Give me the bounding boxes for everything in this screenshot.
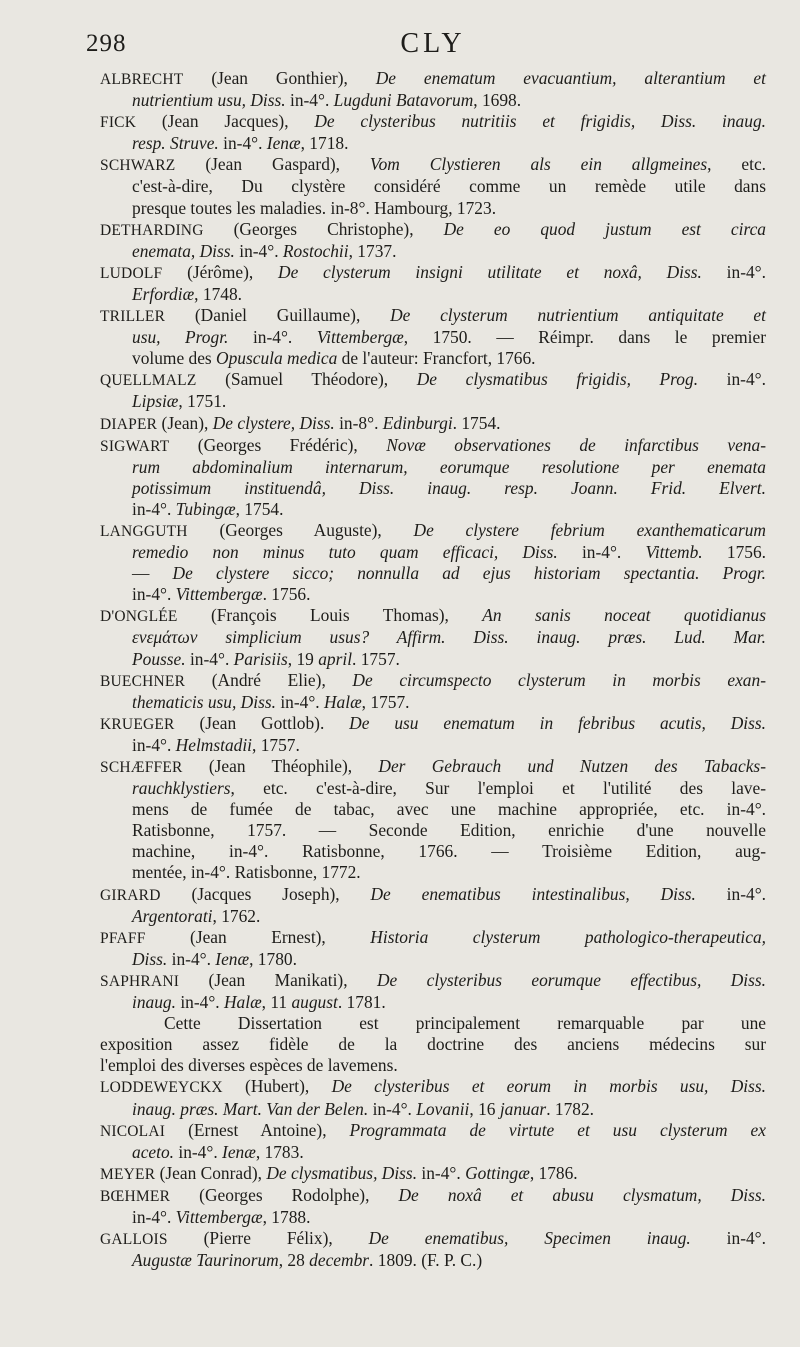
running-head: CLY — [400, 28, 466, 59]
title-italic: aceto. — [132, 1141, 175, 1162]
title-italic: remedio non minus tuto quam efficaci, Diss. — [132, 542, 558, 563]
author-name: LODDEWEYCKX — [100, 1079, 223, 1097]
entry-text: mens de fumée de tabac, avec une machine appropriée, etc. in-4°. — [132, 799, 766, 820]
entry-text: . 1754. — [452, 412, 501, 433]
entry-first-line — [100, 305, 766, 327]
title-italic: De enematum evacuantium, alterantium et — [375, 68, 766, 88]
bibliography-list — [100, 68, 766, 1271]
bibliography-entry — [100, 111, 766, 154]
entry-continuation-line — [100, 735, 766, 756]
author-name: ALBRECHT — [100, 71, 184, 88]
entry-first-line — [100, 369, 766, 391]
entry-text: in-4°. — [557, 542, 646, 563]
title-italic: Vittembergæ — [316, 327, 404, 348]
entry-text: (François Louis Thomas), — [177, 605, 483, 626]
title-italic: De clysteribus et eorum in morbis usu, Diss. — [331, 1076, 766, 1097]
entry-text: (Jacques Joseph), — [160, 883, 371, 904]
entry-text: de l'auteur: Francfort, 1766. — [337, 348, 536, 369]
entry-text: (Samuel Théodore), — [196, 369, 417, 390]
author-name: LANGGUTH — [100, 522, 188, 540]
entry-text: in-4°. — [132, 498, 176, 519]
entry-continuation-line — [100, 1207, 766, 1228]
entry-continuation-line — [100, 457, 766, 478]
title-italic: Pousse. — [132, 648, 186, 669]
entry-continuation-line — [100, 820, 766, 841]
entry-continuation-line — [100, 348, 766, 369]
entry-text: , etc. — [707, 154, 767, 175]
title-italic: usu, Progr. — [132, 327, 229, 348]
entry-text: , 11 — [261, 992, 292, 1013]
entry-continuation-line — [100, 563, 766, 584]
entry-text: . 1756. — [262, 584, 311, 605]
bibliography-entry — [100, 1163, 766, 1185]
title-italic: Lugduni Batavorum — [333, 90, 474, 111]
entry-text: , 1751. — [178, 391, 227, 412]
title-italic: Diss. — [132, 948, 168, 969]
entry-text: in-4°. — [275, 691, 324, 712]
title-italic: De circumspecto clysterum in morbis exan- — [352, 669, 766, 690]
entry-text: (Hubert), — [222, 1076, 332, 1097]
entry-continuation-line — [100, 1142, 766, 1163]
entry-text: (Jean Théophile), — [182, 756, 379, 776]
entry-text: c'est-à-dire, Du clystère considéré comme un remède utile dans — [132, 176, 766, 197]
entry-first-line — [100, 1185, 766, 1207]
author-name: KRUEGER — [100, 715, 175, 733]
entry-first-line — [100, 884, 766, 906]
entry-text: (Georges Rodolphe), — [170, 1184, 399, 1205]
entry-continuation-line — [100, 90, 766, 111]
title-italic: inaug. præs. Mart. Van der Belen. — [132, 1098, 369, 1119]
entry-first-line — [100, 111, 766, 133]
title-italic: Lipsiæ — [132, 391, 179, 412]
title-italic: Ienæ — [215, 948, 250, 969]
title-italic: De clysterum nutrientium antiquitate et — [390, 305, 766, 326]
bibliography-entry — [100, 1228, 766, 1271]
entry-first-line — [100, 713, 766, 735]
bibliography-entry — [100, 413, 766, 435]
page-header — [86, 28, 766, 68]
entry-first-line — [100, 670, 766, 692]
entry-text: , 1757. — [361, 691, 410, 712]
entry-text: (Jean Manikati), — [179, 969, 377, 990]
title-italic: Augustæ Taurinorum — [132, 1250, 279, 1271]
entry-continuation-line — [100, 176, 766, 197]
author-name: BŒHMER — [100, 1187, 171, 1205]
entry-text: , etc. c'est-à-dire, Sur l'emploi et l'utilité des lave- — [230, 778, 766, 799]
author-name: TRILLER — [100, 308, 166, 326]
author-name: D'ONGLÉE — [100, 608, 178, 626]
title-italic: De noxâ et abusu clysmatum, Diss. — [398, 1184, 767, 1205]
title-italic: august — [291, 992, 338, 1013]
bibliography-entry — [100, 154, 766, 218]
title-italic: Edinburgi — [382, 412, 453, 433]
entry-text: in-4°. — [175, 992, 224, 1013]
title-italic: rum abdominalium internarum, eorumque resolutione per enemata — [132, 456, 766, 477]
entry-continuation-line — [100, 841, 766, 862]
title-italic: enemata, Diss. — [132, 240, 235, 261]
entry-continuation-line — [100, 1250, 766, 1271]
entry-continuation-line — [100, 284, 766, 305]
entry-continuation-line — [100, 478, 766, 499]
entry-text: . 1809. (F. P. C.) — [369, 1250, 483, 1271]
entry-text: (Jean Ernest), — [145, 926, 371, 947]
author-name: FICK — [100, 114, 137, 132]
commentary-paragraph — [100, 1013, 766, 1076]
entry-text: Ratisbonne, 1757. — Seconde Edition, enrichie d'une nouvelle — [132, 820, 766, 841]
entry-text: , 1754. — [235, 498, 284, 519]
entry-text: , 1748. — [194, 283, 242, 304]
entry-first-line — [100, 413, 766, 435]
title-italic: De clysteribus nutritiis et frigidis, Diss. inaug. — [314, 111, 766, 132]
entry-continuation-line — [100, 627, 766, 648]
title-italic: De clysteribus eorumque effectibus, Diss. — [376, 969, 766, 990]
entry-text: (Georges Auguste), — [187, 519, 414, 540]
entry-first-line — [100, 605, 766, 627]
entry-first-line — [100, 154, 766, 176]
author-name: DETHARDING — [100, 221, 204, 239]
title-italic: januar — [499, 1098, 547, 1119]
entry-text: in-4°. — [167, 948, 216, 969]
entry-first-line — [100, 1163, 766, 1185]
title-italic: De clysmatibus frigidis, Prog. — [416, 369, 699, 390]
entry-continuation-line — [100, 133, 766, 154]
bibliography-entry — [100, 219, 766, 262]
entry-text: , 16 — [469, 1098, 500, 1119]
entry-text: (Jean Conrad), — [155, 1162, 267, 1183]
bibliography-entry — [100, 670, 766, 713]
entry-text: , 1788. — [262, 1206, 311, 1227]
entry-text: (Ernest Antoine), — [165, 1119, 350, 1140]
author-name: MEYER — [100, 1165, 156, 1183]
bibliography-entry — [100, 68, 766, 111]
title-italic: De clysmatibus, Diss. — [266, 1162, 418, 1183]
commentary-line: exposition assez fidèle de la doctrine des anciens médecins sur — [100, 1034, 766, 1055]
title-italic: Argentorati — [132, 905, 213, 926]
entry-text: (Jean Jacques), — [136, 111, 315, 132]
author-name: DIAPER — [100, 415, 158, 433]
entry-text: presque toutes les maladies. in-8°. Hambourg, 1723. — [132, 197, 497, 218]
bibliography-entry — [100, 262, 766, 305]
entry-text: in-8°. — [334, 412, 383, 433]
entry-text: (Georges Frédéric), — [169, 434, 387, 455]
entry-text: , 1718. — [300, 133, 349, 154]
entry-continuation-line — [100, 241, 766, 262]
title-italic: thematicis usu, Diss. — [132, 691, 276, 712]
title-italic: Ienæ — [266, 133, 301, 154]
entry-continuation-line — [100, 584, 766, 605]
title-italic: Vittembergæ — [175, 1206, 263, 1227]
entry-text: . 1781. — [337, 992, 386, 1013]
title-italic: Parisiis — [233, 648, 288, 669]
entry-text: (Pierre Félix), — [167, 1228, 369, 1249]
title-italic: De usu enematum in febribus acutis, Diss. — [349, 712, 766, 733]
entry-first-line — [100, 756, 766, 778]
title-italic: inaug. — [132, 992, 176, 1013]
entry-first-line — [100, 219, 766, 241]
author-name: PFAFF — [100, 929, 146, 947]
entry-text: in-4°. — [218, 133, 267, 154]
title-italic: potissimum instituendâ, Diss. inaug. resp. Joann. Frid. Elvert. — [132, 477, 766, 498]
bibliography-entry — [100, 305, 766, 369]
author-name: GALLOIS — [100, 1231, 168, 1249]
entry-text: (Jérôme), — [162, 261, 279, 282]
commentary-line: Cette Dissertation est principalement remarquable par une — [164, 1013, 766, 1034]
title-italic: Halæ — [323, 691, 362, 712]
bibliography-entry — [100, 927, 766, 970]
entry-first-line — [100, 1076, 766, 1098]
title-italic: Der Gebrauch und Nutzen des Tabacks- — [378, 756, 766, 776]
author-name: QUELLMALZ — [100, 372, 197, 390]
bibliography-entry — [100, 605, 766, 669]
author-name: LUDOLF — [100, 264, 163, 282]
commentary-line: l'emploi des diverses espèces de lavemens. — [100, 1055, 398, 1076]
entry-text: , 1762. — [212, 905, 261, 926]
bibliography-entry — [100, 756, 766, 884]
entry-text: in-4°. — [368, 1098, 417, 1119]
entry-continuation-line — [100, 692, 766, 713]
entry-text: , 1698. — [473, 90, 522, 111]
title-italic: Helmstadii — [175, 734, 252, 755]
entry-text: , 1757. — [252, 734, 300, 755]
entry-text: (Jean Gaspard), — [175, 154, 370, 175]
entry-text: machine, in-4°. Ratisbonne, 1766. — Troisième Edition, aug- — [132, 841, 766, 862]
entry-text: volume des — [132, 348, 217, 369]
entry-continuation-line — [100, 649, 766, 670]
bibliography-entry — [100, 970, 766, 1013]
entry-text: in-4°. — [234, 240, 283, 261]
title-italic: De eo quod justum est circa — [443, 218, 766, 239]
author-name: NICOLAI — [100, 1122, 166, 1140]
entry-text: , 19 — [287, 648, 319, 669]
title-italic: De enematibus intestinalibus, Diss. — [370, 883, 696, 904]
title-italic: De clystere febrium exanthematicarum — [413, 519, 766, 540]
entry-first-line — [100, 262, 766, 284]
entry-text: (Jean), — [157, 412, 213, 433]
title-italic: decembr — [309, 1250, 370, 1271]
bibliography-entry — [100, 713, 766, 756]
author-name: SIGWART — [100, 437, 170, 455]
entry-continuation-line — [100, 778, 766, 799]
entry-first-line — [100, 435, 766, 457]
entry-text: in-4°. — [698, 369, 766, 390]
entry-text: , 1750. — Réimpr. dans le premier — [403, 327, 766, 348]
title-italic: Vom Clystieren als ein allgmeines — [369, 154, 708, 175]
title-italic: Tubingæ — [175, 498, 236, 519]
title-italic: De clystere, Diss. — [212, 412, 335, 433]
entry-text: (Daniel Guillaume), — [165, 305, 391, 326]
title-italic: De enematibus, Specimen inaug. — [368, 1228, 691, 1249]
entry-text: mentée, in-4°. Ratisbonne, 1772. — [132, 862, 361, 883]
author-name: SCHÆFFER — [100, 759, 183, 776]
entry-text: , 28 — [278, 1250, 310, 1271]
bibliography-entry — [100, 520, 766, 605]
title-italic: De clysterum insigni utilitate et noxâ, Diss. — [278, 261, 702, 282]
title-italic: Erfordiæ — [132, 283, 195, 304]
entry-text: in-4°. — [185, 648, 234, 669]
author-name: GIRARD — [100, 886, 161, 904]
title-italic: Historia clysterum pathologico-therapeutica, — [370, 926, 766, 947]
title-italic: Opuscula medica — [216, 348, 338, 369]
entry-continuation-line — [100, 799, 766, 820]
bibliography-entry — [100, 884, 766, 927]
entry-first-line — [100, 970, 766, 992]
title-italic: An sanis noceat quotidianus — [482, 605, 766, 626]
author-name: SAPHRANI — [100, 972, 180, 990]
entry-continuation-line — [100, 327, 766, 348]
title-italic: Vittembergæ — [175, 584, 263, 605]
entry-text: . 1757. — [352, 648, 400, 669]
title-italic: resp. Struve. — [132, 133, 219, 154]
title-italic: ενεμάτων simplicium usus? Affirm. Diss. inaug. præs. Lud. Mar. — [132, 627, 766, 648]
title-italic: Programmata de virtute et usu clysterum ex — [349, 1119, 766, 1140]
entry-text: in-4°. — [174, 1141, 223, 1162]
page-number: 298 — [86, 30, 127, 57]
title-italic: nutrientium usu, Diss. — [132, 90, 286, 111]
entry-continuation-line — [100, 862, 766, 883]
entry-text: , 1737. — [348, 240, 397, 261]
title-italic: april — [318, 648, 353, 669]
entry-text: in-4°. — [417, 1162, 466, 1183]
entry-continuation-line — [100, 391, 766, 412]
entry-text: (André Elie), — [185, 669, 353, 690]
title-italic: Ienæ — [222, 1141, 256, 1162]
entry-continuation-line — [100, 499, 766, 520]
entry-continuation-line — [100, 1099, 766, 1120]
entry-text: in-4°. — [132, 734, 176, 755]
entry-text: in-4°. — [695, 883, 766, 904]
entry-text: in-4°. — [228, 327, 317, 348]
entry-first-line — [100, 927, 766, 949]
title-italic: Rostochii — [282, 240, 349, 261]
entry-continuation-line — [100, 992, 766, 1013]
title-italic: De clystere sicco; nonnulla ad ejus historiam spectantia. Progr. — [172, 563, 766, 584]
entry-text: (Jean Gottlob). — [174, 712, 350, 733]
title-italic: rauchklystiers — [132, 778, 231, 799]
entry-text: — — [132, 563, 173, 584]
entry-text: in-4°. — [701, 261, 766, 282]
entry-text: , 1783. — [255, 1141, 304, 1162]
entry-text: in-4°. — [132, 1206, 176, 1227]
entry-text: 1756. — [702, 542, 766, 563]
entry-continuation-line — [100, 198, 766, 219]
bibliography-entry — [100, 1120, 766, 1163]
entry-continuation-line — [100, 906, 766, 927]
title-italic: Lovanii — [416, 1098, 470, 1119]
entry-first-line — [100, 1228, 766, 1250]
entry-continuation-line — [100, 542, 766, 563]
bibliography-entry — [100, 1185, 766, 1228]
entry-text: in-4°. — [132, 584, 176, 605]
entry-text: , 1780. — [249, 948, 297, 969]
entry-first-line — [100, 68, 766, 90]
entry-first-line — [100, 1120, 766, 1142]
entry-text: , 1786. — [529, 1162, 578, 1183]
bibliography-entry — [100, 369, 766, 412]
author-name: BUECHNER — [100, 672, 186, 690]
bibliography-entry — [100, 1076, 766, 1119]
entry-text: (Georges Christophe), — [203, 218, 444, 239]
entry-continuation-line — [100, 949, 766, 970]
title-italic: Vittemb. — [645, 542, 703, 563]
entry-text: in-4°. — [285, 90, 334, 111]
entry-text: in-4°. — [690, 1228, 766, 1249]
title-italic: Novæ observationes de infarctibus vena- — [386, 434, 766, 455]
author-name: SCHWARZ — [100, 157, 176, 175]
entry-text: . 1782. — [546, 1098, 595, 1119]
bibliography-entry — [100, 435, 766, 520]
title-italic: Gottingæ — [465, 1162, 530, 1183]
entry-first-line — [100, 520, 766, 542]
title-italic: Halæ — [223, 992, 262, 1013]
entry-text: (Jean Gonthier), — [183, 68, 376, 88]
